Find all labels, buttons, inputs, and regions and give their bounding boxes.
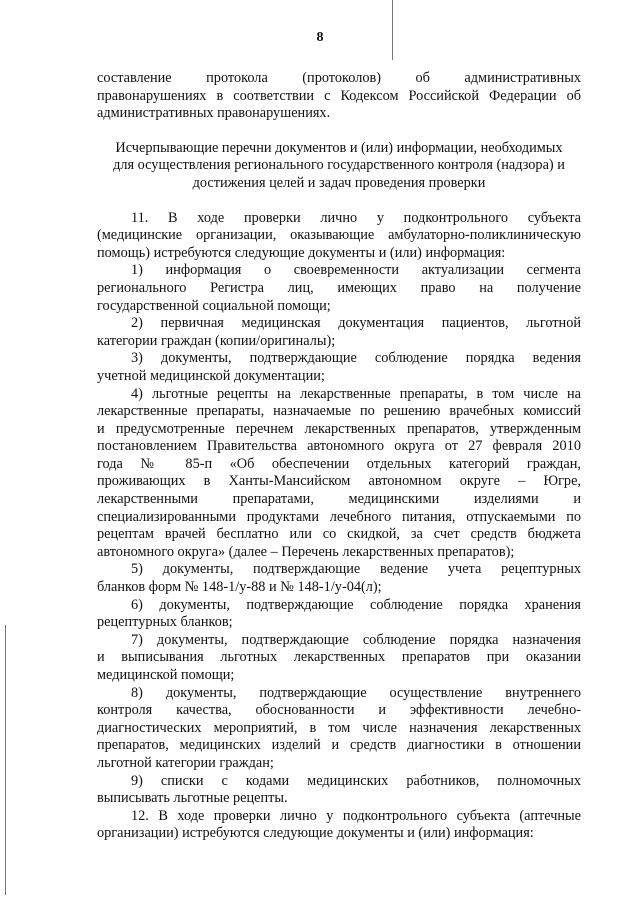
paragraph-i2 — [97, 315, 581, 350]
heading-line: Исчерпывающие перечни документов и (или) информации, необходимых — [115, 139, 563, 156]
text-line: регионального Регистра лиц, имеющих право на получение — [97, 279, 581, 296]
text-line: 9) списки с кодами медицинских работников, полномочных — [131, 772, 581, 789]
text-line: 8) документы, подтверждающие осуществление внутреннего — [131, 684, 581, 701]
section-heading — [97, 140, 581, 193]
heading-line: достижения целей и задач проведения проверки — [192, 174, 486, 191]
paragraph-i6 — [97, 597, 581, 632]
text-line: года № 85-п «Об обеспечении отдельных категорий граждан, — [97, 455, 581, 472]
text-line: препаратов, медицинских изделий и средств диагностики в отношении — [97, 737, 581, 754]
text-line: льготной категории граждан; — [97, 754, 274, 771]
text-line: рецептам врачей бесплатно или со скидкой, за счет средств бюджета — [97, 526, 581, 543]
text-line: 7) документы, подтверждающие соблюдение порядка назначения — [131, 631, 581, 648]
text-line: проживающих в Ханты-Мансийском автономном округе – Югре, — [97, 473, 581, 490]
text-line: административных правонарушениях. — [97, 105, 331, 122]
text-line: составление протокола (протоколов) об административных — [97, 70, 581, 86]
text-line: учетной медицинской документации; — [97, 367, 325, 384]
text-line: 4) льготные рецепты на лекарственные препараты, в том числе на — [131, 385, 581, 402]
text-line: медицинской помощи; — [97, 667, 235, 683]
text-line: лекарственные препараты, назначаемые по решению врачебных комиссий — [97, 403, 581, 420]
page-number: 8 — [316, 30, 324, 45]
text-line: государственной социальной помощи; — [97, 297, 331, 314]
paragraph-i3 — [97, 350, 581, 385]
text-line: помощь) истребуются следующие документы и (или) информация: — [97, 244, 506, 261]
text-line: бланков форм № 148-1/у-88 и № 148-1/у-04(л); — [97, 579, 382, 596]
paragraph-i5 — [97, 561, 581, 596]
intro-text — [97, 70, 581, 123]
text-line: рецептурных бланков; — [97, 614, 233, 631]
text-line: 3) документы, подтверждающие соблюдение порядка ведения — [131, 350, 581, 367]
paragraph-i8 — [97, 685, 581, 773]
text-line: (медицинские организации, оказывающие амбулаторно-поликлиническую — [97, 227, 581, 244]
text-line: 11. В ходе проверки лично у подконтрольного субъекта — [131, 209, 581, 226]
text-line: специализированными продуктами лечебного питания, отпускаемыми по — [97, 508, 581, 525]
text-line: постановлением Правительства автономного округа от 27 февраля 2010 — [97, 438, 581, 455]
text-line: 2) первичная медицинская документация пациентов, льготной — [131, 315, 581, 332]
paragraph-i4 — [97, 386, 581, 562]
heading-line: для осуществления регионального государственного контроля (надзора) и — [113, 157, 565, 174]
paragraph-p12 — [97, 808, 581, 843]
text-line: категории граждан (копии/оригиналы); — [97, 332, 336, 349]
text-line: лекарственными препаратами, медицинскими изделиями и — [97, 491, 581, 508]
text-line: 5) документы, подтверждающие ведение учета рецептурных — [131, 561, 581, 578]
paragraph-list — [97, 210, 581, 843]
paragraph-i7 — [97, 632, 581, 685]
paragraph-p11 — [97, 210, 581, 263]
text-line: организации) истребуются следующие документы и (или) информация: — [97, 825, 534, 842]
text-line: диагностических мероприятий, в том числе назначения лекарственных — [97, 719, 581, 736]
text-line: выписывать льготные рецепты. — [97, 790, 288, 807]
text-line: контроля качества, обоснованности и эффективности лечебно- — [97, 702, 581, 719]
text-line: 6) документы, подтверждающие соблюдение порядка хранения — [131, 596, 581, 613]
paragraph-i1 — [97, 262, 581, 315]
scan-mark-left — [5, 625, 6, 895]
text-line: 12. В ходе проверки лично у подконтрольного субъекта (аптечные — [131, 807, 581, 824]
text-line: и выписывания льготных лекарственных препаратов при оказании — [97, 649, 581, 666]
text-line: 1) информация о своевременности актуализации сегмента — [131, 262, 581, 279]
text-line: правонарушениях в соответствии с Кодексом Российской Федерации об — [97, 87, 581, 104]
text-line: и предусмотренные перечнем лекарственных препаратов, утвержденным — [97, 420, 581, 437]
paragraph-i9 — [97, 773, 581, 808]
text-line: автономного округа» (далее – Перечень лекарственных препаратов); — [97, 543, 515, 560]
document-body — [97, 70, 581, 843]
